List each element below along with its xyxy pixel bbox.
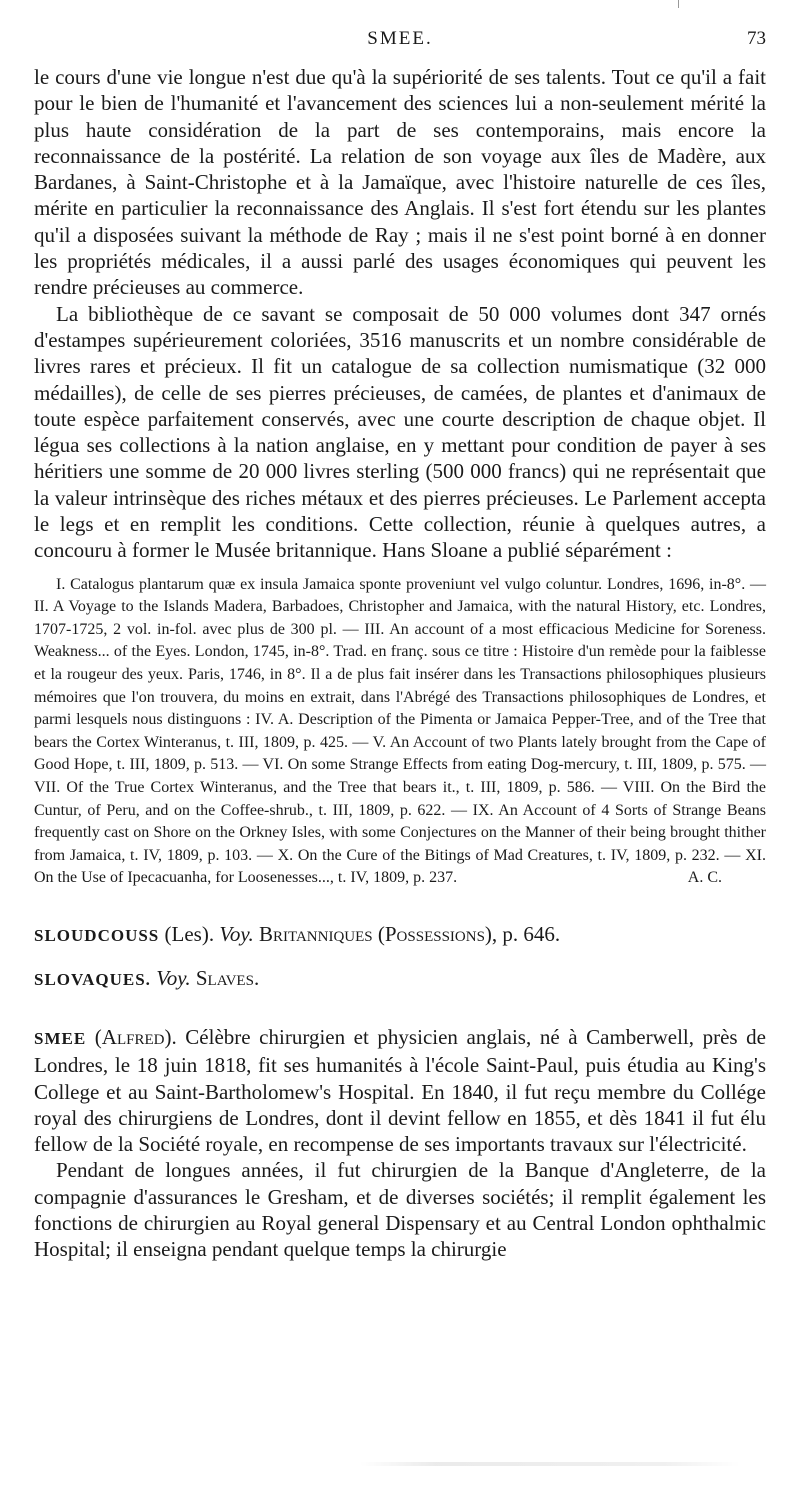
cross-reference-page: p. 646. <box>502 921 561 946</box>
page-number: 73 <box>747 28 766 49</box>
headword-smee: SMEE <box>34 1028 87 1048</box>
entry-smee <box>34 1024 766 1157</box>
entry-slovaques <box>34 964 766 994</box>
cross-reference: Britanniques (Possessions), <box>259 921 498 946</box>
headword-sloudcouss: SLOUDCOUSS <box>34 925 160 945</box>
qualifier: (Les). <box>164 921 215 946</box>
smee-paragraph-1: Célèbre chirurgien et physicien anglais, né à Camberwell, près de Londres, le 18 juin 1818, fit ses humanités à l'école Saint-Paul, puis étudia au King's College et au Saint-Bartholomew's Hospital. En 1840, il fut reçu membre du Collége royal des chirurgiens de Londres, dont il devint fellow en 1855, et dès 1841 il fut élu fellow de la Société royale, en recompense de ses importants travaux sur l'électricité. <box>34 1024 767 1157</box>
running-head: SMEE. <box>367 28 433 49</box>
continuation-paragraph: le cours d'une vie longue n'est due qu'à la supériorité de ses talents. Tout ce qu'il a fait pour le bien de l'humanité et l'avancement des sciences lui a non-seulement mérité la plus haute considération de la part de ses contemporains, mais encore la reconnaissance de la postérité. La relation de son voyage aux îles de Madère, aux Bardanes, à Saint-Christophe et à la Jamaïque, avec l'histoire naturelle de ces îles, mérite en particulier la reconnaissance des Anglais. Il s'est fort étendu sur les plantes qu'il a disposées suivant la méthode de Ray ; mais il ne s'est point borné à en donner les propriétés médicales, il a aussi parlé des usages économiques qui peuvent les rendre précieuses au commerce. <box>34 65 766 300</box>
library-paragraph: La bibliothèque de ce savant se composait de 50 000 volumes dont 347 ornés d'estampes supérieurement coloriées, 3516 manuscrits et un nombre considérable de livres rares et précieux. Il fit un catalogue de sa collection numismatique (32 000 médailles), de celle de ses pierres précieuses, de camées, de plantes et d'animaux de toute espèce parfaitement conservés, avec une courte description de chaque objet. Il légua ses collections à la nation anglaise, en y mettant pour condition de payer à ses héritiers une somme de 20 000 livres sterling (500 000 francs) qui ne représentait que la valeur intrinsèque des riches métaux et des pierres précieuses. Le Parlement accepta le legs et en remplit les conditions. Cette collection, réunie à quelques autres, a concouru à former le Musée britannique. Hans Sloane a publié séparément : <box>34 301 766 563</box>
entry-sloudcouss <box>34 920 766 950</box>
headword-slovaques: SLOVAQUES. <box>34 969 151 989</box>
given-name: (Alfred). <box>94 1024 177 1049</box>
scan-mark <box>678 0 679 8</box>
bibliography-text: I. Catalogus plantarum quæ ex insula Jamaica sponte proveniunt vel vulgo coluntur. Londres, 1696, in-8°. — II. A Voyage to the Islands Madera, Barbadoes, Christopher and Jamaica, with the natural History, etc. Londres, 1707-1725, 2 vol. in-fol. avec plus de 300 pl. — III. An account of a most efficacious Medicine for Soreness. Weakness... of the Eyes. London, 1745, in-8°. Trad. en franç. sous ce titre : Histoire d'un remède pour la faiblesse et la rougeur des yeux. Paris, 1746, in 8°. Il a de plus fait insérer dans les Transactions philosophiques plusieurs mémoires que l'on trouvera, du moins en extrait, dans l'Abrégé des Transactions philosophiques de Londres, et parmi lesquels nous distinguons : IV. A. Description of the Pimenta or Jamaica Pepper-Tree, and of the Tree that bears the Cortex Winteranus, t. III, 1809, p. 425. — V. An Account of two Plants lately brought from the Cape of Good Hope, t. III, 1809, p. 513. — VI. On some Strange Effects from eating Dog-mercury, t. III, 1809, p. 575. — VII. Of the True Cortex Winteranus, and the Tree that bears it., t. III, 1809, p. 586. — VIII. On the Bird the Cuntur, of Peru, and on the Coffee-shrub., t. III, 1809, p. 622. — IX. An Account of 4 Sorts of Strange Beans frequently cast on Shore on the Orkney Isles, with some Conjectures on the Manner of their being brought thither from Jamaica, t. IV, 1809, p. 103. — X. On the Cure of the Bitings of Mad Creatures, t. IV, 1809, p. 232. — XI. On the Use of Ipecacuanha, for Loosenesses..., t. IV, 1809, p. 237. <box>34 575 766 887</box>
smee-paragraph-2: Pendant de longues années, il fut chirurgien de la Banque d'Angleterre, de la compagnie d'assurances le Gresham, et de diverses sociétés; il remplit également les fonctions de chirurgien au Royal general Dispensary et au Central London ophthalmic Hospital; il enseigna pendant quelque temps la chirurgie <box>34 1158 766 1262</box>
page-header <box>34 28 766 58</box>
voy-label: Voy. <box>156 965 191 990</box>
cross-reference: Slaves. <box>195 965 260 990</box>
bibliography-note <box>34 574 766 890</box>
voy-label: Voy. <box>219 921 254 946</box>
bleed-through-smudge <box>360 1462 740 1466</box>
author-signature: A. C. <box>687 869 722 887</box>
body-text <box>34 64 766 1263</box>
